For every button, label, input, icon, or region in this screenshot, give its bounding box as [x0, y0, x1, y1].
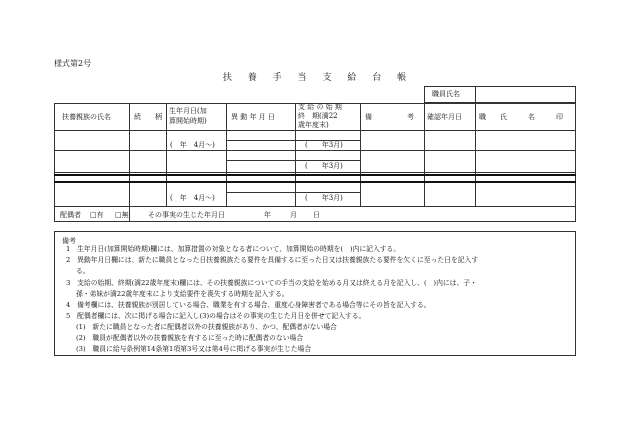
birthdate-entry[interactable]: ( 年 4月～) — [170, 194, 215, 202]
note-item: 2 異動年月日欄には、新たに職員となった日扶養親族たる要件を具備するに至った日又は扶養親族たる要件を欠くに至った日を記入す — [66, 256, 479, 264]
title-char: 手 — [272, 73, 283, 83]
spouse-label: 配偶者 — [60, 211, 81, 219]
note-item: る。 — [76, 267, 90, 275]
title-char: 当 — [297, 73, 308, 83]
fact-date-label: その事実の生じた年月日 — [148, 211, 225, 219]
staff-name-label: 職員氏名 — [432, 90, 460, 98]
title-char: 台 — [372, 73, 383, 83]
header-row-divider — [54, 130, 576, 131]
payment-end-entry[interactable]: ( 年3月) — [305, 194, 343, 202]
title-char: 支 — [322, 73, 333, 83]
birthdate-entry[interactable]: ( 年 4月～) — [170, 141, 215, 149]
header-dependent-name: 扶養親族の氏名 — [62, 113, 111, 121]
note-item: (1) 新たに職員となった者に配偶者以外の扶養親族があり、かつ、配偶者がない場合 — [76, 323, 337, 331]
col-divider — [424, 103, 425, 206]
note-item: 4 備考欄には、扶養親族が別居している場合、職業を有する場合、重度心身障害者である場合等にその旨を記入する。 — [66, 301, 431, 309]
header-birthdate-2: 算開始時期) — [169, 117, 207, 125]
payment-end-entry[interactable]: ( 年3月) — [305, 162, 343, 170]
title-char: 帳 — [397, 73, 408, 83]
fact-date-year: 年 — [264, 211, 271, 219]
note-item: 1 生年月日(加算開始時期)欄には、加算措置の対象となる者について、加算開始の時期を( )内に記入する。 — [66, 245, 401, 253]
form-number: 様式第2号 — [54, 59, 92, 68]
note-item: 5 配偶者欄には、次に掲げる場合に記入し(3)の場合はその事実の生じた月日を併せて記入する。 — [66, 312, 366, 320]
payment-end-entry[interactable]: ( 年3月) — [305, 141, 343, 149]
form-title — [0, 70, 630, 83]
col-divider — [360, 103, 361, 206]
title-char: 扶 — [222, 73, 233, 83]
fact-date-day: 日 — [313, 211, 320, 219]
fact-date-month: 月 — [290, 211, 297, 219]
header-change-date: 異 動 年 月 日 — [231, 113, 275, 121]
title-char: 養 — [247, 73, 258, 83]
col-divider — [295, 103, 296, 206]
notes-heading: 備考 — [62, 237, 76, 245]
header-relation: 続 柄 — [134, 113, 162, 121]
subrow-divider — [226, 192, 360, 193]
header-payment-3: 歳年度末) — [298, 121, 329, 129]
section-separator — [54, 181, 576, 183]
header-staff-seal: 職 氏 名 印 — [479, 113, 563, 121]
section-separator — [54, 174, 576, 176]
staff-name-field[interactable] — [476, 87, 575, 102]
header-remarks: 備 考 — [365, 113, 414, 121]
note-item: (2) 職員が配偶者以外の扶養親族を有するに至った時に配偶者のない場合 — [76, 334, 304, 342]
col-divider — [475, 103, 476, 206]
row-divider — [54, 206, 576, 207]
col-divider — [129, 103, 130, 222]
col-divider — [166, 103, 167, 206]
col-divider — [226, 103, 227, 206]
subrow-divider — [226, 160, 360, 161]
row-divider — [54, 172, 576, 173]
row-divider — [54, 150, 576, 151]
header-birthdate-1: 生年月日(加 — [169, 107, 207, 115]
note-item: 3 支給の始期、終期(満22歳年度末)欄には、その扶養親族についての手当の支給を始める月又は終える月を記入し、( )内には、子・ — [66, 279, 477, 287]
note-item: 孫・弟妹が満22歳年度末により支給要件を喪失する時期を記入する。 — [76, 290, 289, 298]
header-confirm-date: 確認年月日 — [427, 113, 462, 121]
title-char: 給 — [347, 73, 358, 83]
note-item: (3) 職員に給与条例第14条第1項第3号又は第4号に掲げる事実が生じた場合 — [76, 345, 312, 353]
spouse-yes-checkbox[interactable]: □有 — [90, 211, 104, 219]
header-payment-2: 終 期(満22 — [298, 112, 338, 120]
header-payment-1: 支 給 の 始 期 — [298, 103, 342, 111]
spouse-no-checkbox[interactable]: □無 — [115, 211, 129, 219]
